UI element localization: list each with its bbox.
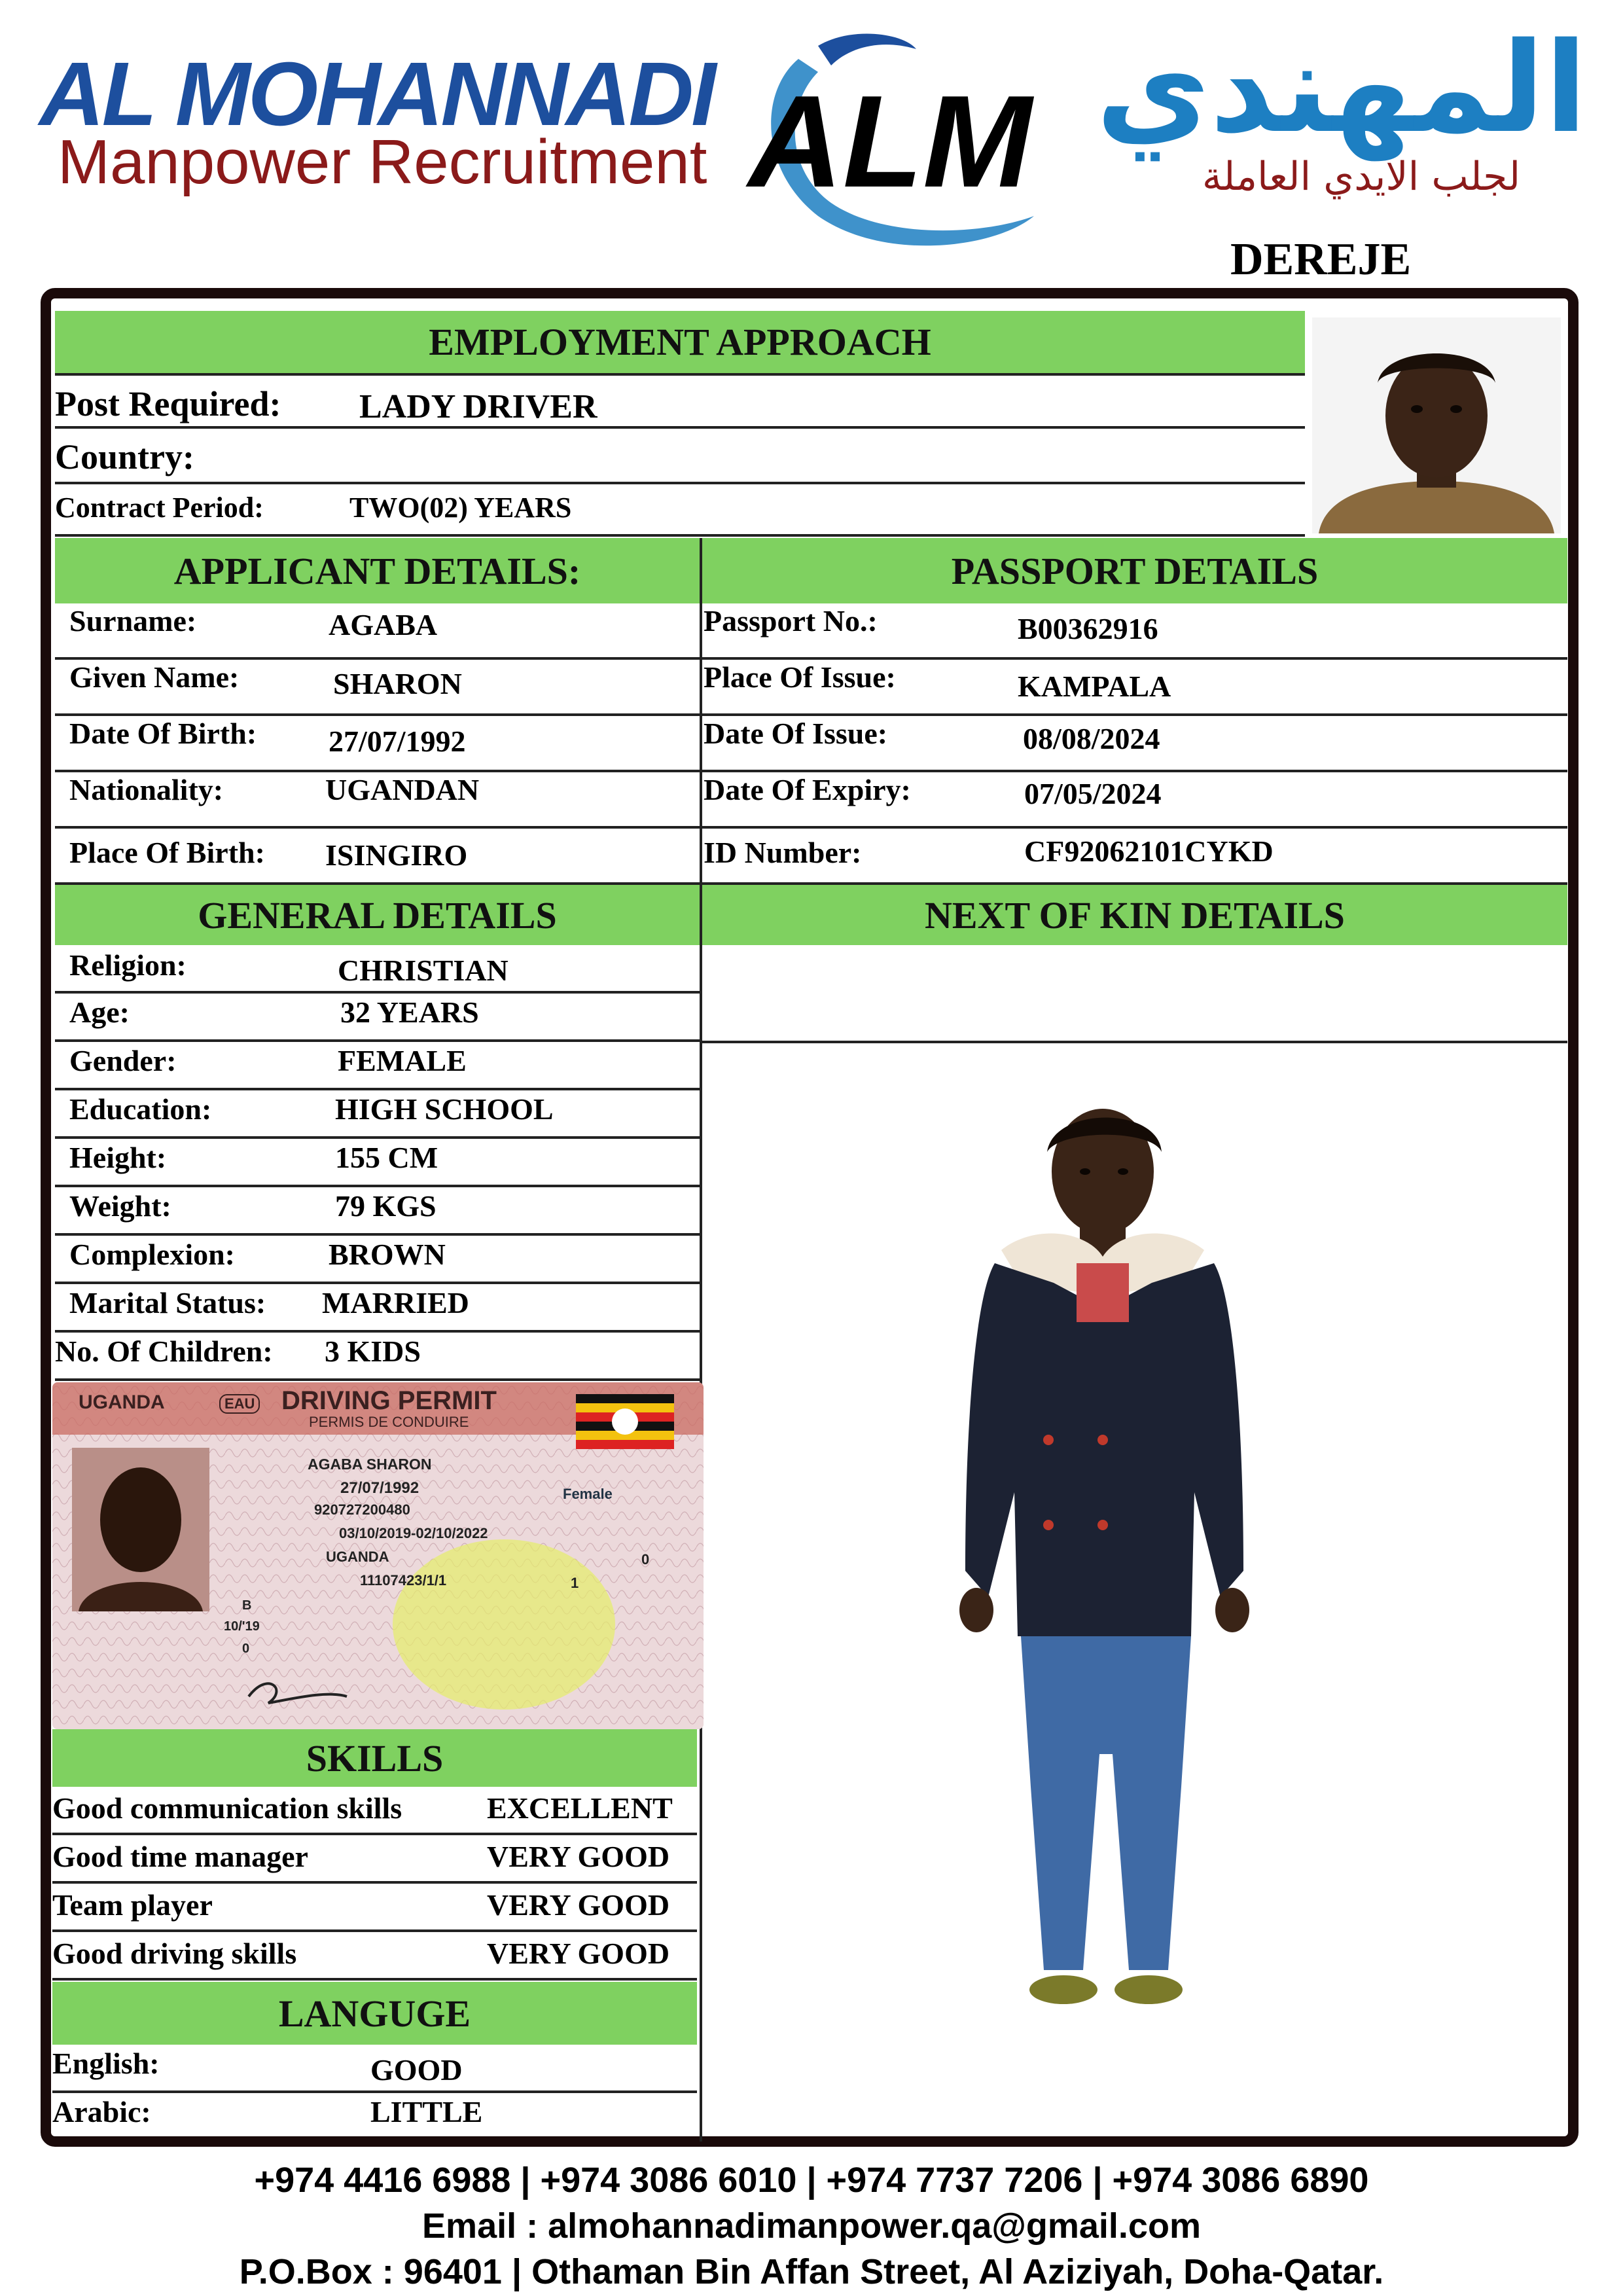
- general-label: Religion:: [69, 948, 187, 982]
- passport-value: KAMPALA: [1018, 670, 1171, 703]
- permit-validity: 03/10/2019-02/10/2022: [339, 1525, 488, 1541]
- general-row: [55, 945, 700, 994]
- next-of-kin-header: [702, 885, 1567, 945]
- passport-title: PASSPORT DETAILS: [951, 549, 1319, 592]
- passport-row: [702, 829, 1567, 885]
- passport-table: [702, 603, 1567, 885]
- country-row: [55, 429, 1305, 484]
- column-divider: [700, 538, 702, 2142]
- general-row: [55, 1284, 700, 1333]
- general-value: 3 KIDS: [325, 1335, 421, 1368]
- footer-address: P.O.Box : 96401 | Othaman Bin Affan Street, Al Aziziyah, Doha-Qatar.: [239, 2252, 1384, 2291]
- passport-label: Date Of Expiry:: [704, 773, 911, 806]
- skill-value: VERY GOOD: [487, 1840, 670, 1873]
- general-value: 155 CM: [335, 1141, 438, 1174]
- permit-issue-no: 1: [571, 1575, 579, 1591]
- passport-label: Date Of Issue:: [704, 717, 888, 750]
- language-table: [52, 2045, 697, 2136]
- general-row: [55, 994, 700, 1042]
- employment-title: EMPLOYMENT APPROACH: [429, 321, 931, 363]
- agent-name: DEREJE: [1230, 234, 1412, 285]
- applicant-label: Nationality:: [69, 773, 224, 806]
- passport-label: ID Number:: [704, 836, 862, 869]
- skills-table: [52, 1787, 697, 1981]
- skill-row: [52, 1787, 697, 1835]
- skill-label: Team player: [52, 1888, 213, 1922]
- language-title: LANGUGE: [278, 1992, 471, 2035]
- passport-row: [702, 660, 1567, 716]
- applicant-value: UGANDAN: [325, 773, 480, 806]
- general-row: [55, 1090, 700, 1139]
- permit-vehicle-restriction: 0: [242, 1641, 250, 1656]
- skill-label: Good driving skills: [52, 1937, 297, 1970]
- general-table: [55, 945, 700, 1381]
- contract-row: [55, 484, 1305, 537]
- brand-arabic-name: المهندي: [1096, 16, 1588, 160]
- applicant-label: Surname:: [69, 604, 197, 637]
- applicant-headshot: [1312, 317, 1561, 533]
- permit-number: 11107423/1/1: [360, 1572, 447, 1588]
- general-value: 79 KGS: [335, 1189, 437, 1223]
- passport-value: B00362916: [1018, 612, 1158, 645]
- applicant-value: AGABA: [329, 608, 438, 641]
- brand-arabic-subtitle: لجلب الايدي العاملة: [1202, 154, 1521, 200]
- general-row: [55, 1236, 700, 1284]
- permit-issued-by: UGANDA: [326, 1549, 389, 1565]
- skill-value: VERY GOOD: [487, 1888, 670, 1922]
- alm-logo: [720, 20, 1060, 262]
- permit-code: B: [242, 1598, 252, 1613]
- general-row: [55, 1333, 700, 1381]
- alm-logo-text: ALM: [748, 69, 1032, 215]
- applicant-label: Place Of Birth:: [69, 836, 265, 869]
- driving-permit-image: [52, 1382, 704, 1729]
- contract-value: TWO(02) YEARS: [349, 492, 572, 524]
- language-row: [52, 2045, 697, 2093]
- skill-label: Good time manager: [52, 1840, 308, 1873]
- general-label: Education:: [69, 1092, 212, 1126]
- general-row: [55, 1042, 700, 1090]
- language-row: [52, 2093, 697, 2136]
- employment-header: [55, 311, 1305, 373]
- passport-row: [702, 772, 1567, 829]
- next-of-kin-title: NEXT OF KIN DETAILS: [925, 893, 1345, 937]
- permit-driver-restriction: 0: [641, 1551, 650, 1568]
- applicant-title: APPLICANT DETAILS:: [173, 549, 581, 592]
- general-label: Age:: [69, 996, 130, 1029]
- permit-holder-name: AGABA SHARON: [308, 1456, 432, 1473]
- general-label: Weight:: [69, 1189, 171, 1223]
- permit-country: UGANDA: [79, 1391, 165, 1413]
- language-label: Arabic:: [52, 2095, 151, 2128]
- skill-row: [52, 1835, 697, 1884]
- passport-row: [702, 716, 1567, 772]
- skills-header: [52, 1729, 697, 1787]
- applicant-row: [55, 716, 700, 772]
- general-row: [55, 1187, 700, 1236]
- passport-row: [702, 603, 1567, 660]
- applicant-row: [55, 660, 700, 716]
- applicant-full-body-photo: [903, 1100, 1309, 2029]
- general-value: HIGH SCHOOL: [335, 1092, 554, 1126]
- general-label: Height:: [69, 1141, 167, 1174]
- skills-title: SKILLS: [306, 1736, 444, 1780]
- general-title: GENERAL DETAILS: [198, 893, 557, 937]
- passport-value: CF92062101CYKD: [1024, 834, 1274, 868]
- footer-phones: +974 4416 6988 | +974 3086 6010 | +974 7737 7206 | +974 3086 6890: [254, 2161, 1369, 2200]
- brand-subtitle: Manpower Recruitment: [58, 127, 707, 197]
- applicant-value: 27/07/1992: [329, 725, 466, 758]
- skill-value: EXCELLENT: [487, 1791, 673, 1825]
- applicant-row: [55, 772, 700, 829]
- language-value: LITTLE: [370, 2095, 483, 2128]
- next-of-kin-body: [702, 945, 1567, 1043]
- general-header: [55, 885, 700, 945]
- general-value: BROWN: [329, 1238, 446, 1271]
- permit-title: DRIVING PERMIT: [281, 1386, 497, 1415]
- skill-value: VERY GOOD: [487, 1937, 670, 1970]
- footer-email: Email : almohannadimanpower.qa@gmail.com: [422, 2206, 1201, 2246]
- skill-label: Good communication skills: [52, 1791, 402, 1825]
- permit-subtitle: PERMIS DE CONDUIRE: [309, 1414, 469, 1430]
- brand-name: AL MOHANNADI: [39, 44, 714, 145]
- applicant-label: Date Of Birth:: [69, 717, 257, 750]
- applicant-table: [55, 603, 700, 885]
- applicant-row: [55, 829, 700, 885]
- post-value: LADY DRIVER: [359, 388, 597, 425]
- language-value: GOOD: [370, 2053, 463, 2087]
- permit-gender: Female: [563, 1486, 613, 1502]
- general-row: [55, 1139, 700, 1187]
- general-value: MARRIED: [322, 1286, 469, 1319]
- passport-value: 08/08/2024: [1023, 722, 1160, 755]
- general-value: FEMALE: [338, 1044, 467, 1077]
- applicant-value: ISINGIRO: [325, 838, 468, 872]
- contract-label: Contract Period:: [55, 492, 264, 524]
- passport-label: Passport No.:: [704, 604, 878, 637]
- permit-first-issue: 10/'19: [224, 1619, 260, 1634]
- post-label: Post Required:: [55, 384, 281, 423]
- skill-row: [52, 1932, 697, 1981]
- applicant-row: [55, 603, 700, 660]
- skill-row: [52, 1884, 697, 1932]
- applicant-header: [55, 538, 700, 603]
- general-label: Gender:: [69, 1044, 177, 1077]
- general-label: No. Of Children:: [55, 1335, 273, 1368]
- applicant-value: SHARON: [333, 667, 462, 700]
- passport-value: 07/05/2024: [1024, 777, 1162, 810]
- general-label: Marital Status:: [69, 1286, 266, 1319]
- general-value: 32 YEARS: [340, 996, 479, 1029]
- permit-dob: 27/07/1992: [340, 1479, 419, 1497]
- permit-eau: EAU: [219, 1394, 260, 1414]
- passport-header: [702, 538, 1567, 603]
- general-value: CHRISTIAN: [338, 954, 508, 987]
- general-label: Complexion:: [69, 1238, 235, 1271]
- applicant-label: Given Name:: [69, 660, 240, 694]
- language-label: English:: [52, 2047, 160, 2080]
- country-label: Country:: [55, 437, 194, 476]
- post-row: [55, 373, 1305, 429]
- language-header: [52, 1982, 697, 2045]
- passport-label: Place Of Issue:: [704, 660, 896, 694]
- permit-id-no: 920727200480: [314, 1501, 410, 1518]
